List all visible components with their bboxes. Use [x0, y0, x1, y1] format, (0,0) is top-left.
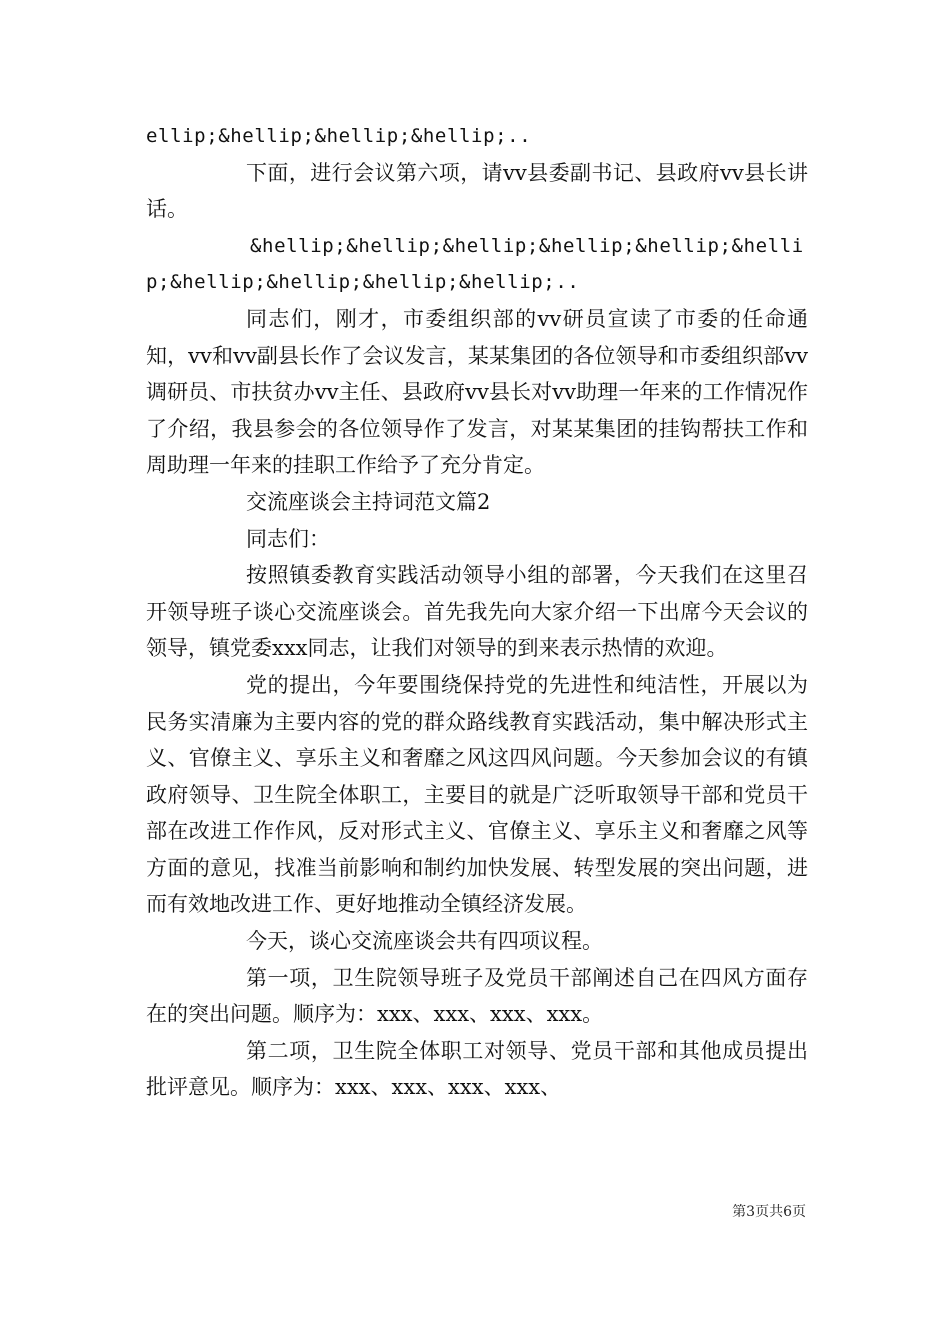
- paragraph-agenda-item-1: 第一项，卫生院领导班子及党员干部阐述自己在四风方面存在的突出问题。顺序为：xxx、xxx、xxx、xxx。: [146, 965, 808, 1027]
- paragraph-salutation: 同志们：: [246, 526, 330, 551]
- paragraph-agenda-intro: 今天，谈心交流座谈会共有四项议程。: [246, 929, 603, 954]
- paragraph-sixth-item: 下面，进行会议第六项，请vv县委副书记、县政府vv县长讲话。: [146, 160, 808, 222]
- paragraph-ellipsis: &hellip;&hellip;&hellip;&hellip;&hellip;&hellip;&hellip;&hellip;&hellip;&hellip;..: [146, 234, 804, 294]
- page-number-footer: 第3页共6页: [732, 1204, 806, 1220]
- paragraph-agenda-item-2: 第二项，卫生院全体职工对领导、党员干部和其他成员提出批评意见。顺序为：xxx、xxx、xxx、xxx、: [146, 1038, 808, 1100]
- paragraph-introduction: 按照镇委教育实践活动领导小组的部署，今天我们在这里召开领导班子谈心交流座谈会。首先我先向大家介绍一下出席今天会议的领导，镇党委xxx同志，让我们对领导的到来表示热情的欢迎。: [146, 563, 808, 661]
- paragraph-comrades-summary: 同志们，刚才，市委组织部的vv研员宣读了市委的任命通知，vv和vv副县长作了会议发言，某某集团的各位领导和市委组织部vv调研员、市扶贫办vv主任、县政府vv县长对vv助理一年来的工作情况作了介绍，我县参会的各位领导作了发言，对某某集团的挂钩帮扶工作和周助理一年来的挂职工作给予了充分肯定。: [146, 306, 808, 478]
- paragraph-ellipsis-tail: ellip;&hellip;&hellip;&hellip;..: [146, 125, 532, 147]
- document-body: [146, 118, 808, 1106]
- section-heading: 交流座谈会主持词范文篇2: [246, 489, 491, 514]
- paragraph-party-campaign: 党的提出，今年要围绕保持党的先进性和纯洁性，开展以为民务实清廉为主要内容的党的群众路线教育实践活动，集中解决形式主义、官僚主义、享乐主义和奢靡之风这四风问题。今天参加会议的有镇政府领导、卫生院全体职工，主要目的就是广泛听取领导干部和党员干部在改进工作作风，反对形式主义、官僚主义、享乐主义和奢靡之风等方面的意见，找准当前影响和制约加快发展、转型发展的突出问题，进而有效地改进工作、更好地推动全镇经济发展。: [146, 672, 808, 917]
